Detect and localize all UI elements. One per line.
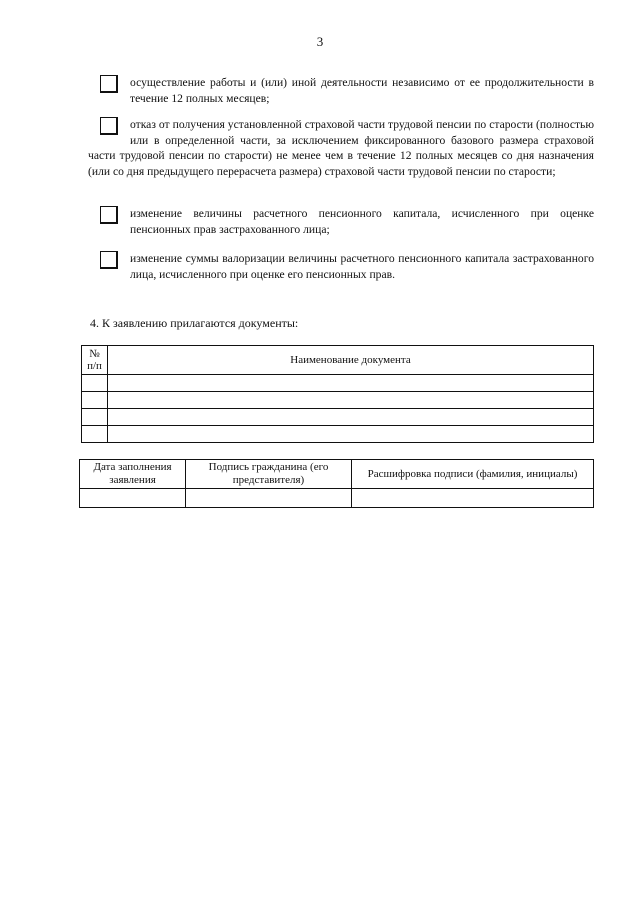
option-capital-change bbox=[88, 206, 594, 237]
option-text: изменение величины расчетного пенсионного капитала, исчисленного при оценке пенсионных прав застрахованного лица; bbox=[130, 207, 594, 236]
documents-table bbox=[81, 345, 594, 443]
column-header-signature-decoding: Расшифровка подписи (фамилия, инициалы) bbox=[352, 460, 594, 489]
option-text: отказ от получения установленной страховой части трудовой пенсии по старости (полностью или в определенной части, за исключением фиксированного базового размера страховой части трудовой пенсии по старости) не менее чем в течение 12 полных месяцев со дня назначения (или со дня предыдущего перерасчета размера) страховой части трудовой пенсии по старости; bbox=[88, 118, 594, 178]
cell-fill-date[interactable] bbox=[80, 489, 186, 508]
page-number: 3 bbox=[316, 34, 324, 49]
cell-document-name[interactable] bbox=[108, 392, 594, 409]
checkbox-capital-change[interactable] bbox=[100, 206, 118, 224]
column-header-document-name: Наименование документа bbox=[108, 346, 594, 375]
cell-number[interactable] bbox=[82, 409, 108, 426]
table-header-row bbox=[82, 346, 594, 375]
cell-number[interactable] bbox=[82, 375, 108, 392]
table-row bbox=[82, 375, 594, 392]
option-text: осуществление работы и (или) иной деятельности независимо от ее продолжительности в течение 12 полных месяцев; bbox=[130, 76, 594, 105]
table-header-row bbox=[80, 460, 594, 489]
checkbox-valorization-change[interactable] bbox=[100, 251, 118, 269]
option-valorization-change bbox=[88, 251, 594, 282]
column-header-signature: Подпись гражданина (его представителя) bbox=[186, 460, 352, 489]
option-work-continuation bbox=[88, 75, 594, 106]
cell-signature[interactable] bbox=[186, 489, 352, 508]
table-row bbox=[82, 426, 594, 443]
table-row bbox=[82, 409, 594, 426]
option-text: изменение суммы валоризации величины расчетного пенсионного капитала застрахованного лица, исчисленного при оценке его пенсионных прав. bbox=[130, 252, 594, 281]
signature-table bbox=[79, 459, 594, 508]
option-pension-refusal bbox=[88, 117, 594, 179]
cell-document-name[interactable] bbox=[108, 409, 594, 426]
documents-section-title: 4. К заявлению прилагаются документы: bbox=[90, 316, 299, 330]
table-row bbox=[80, 489, 594, 508]
column-header-number: № п/п bbox=[82, 346, 108, 375]
cell-number[interactable] bbox=[82, 392, 108, 409]
checkbox-pension-refusal[interactable] bbox=[100, 117, 118, 135]
column-header-fill-date: Дата заполнения заявления bbox=[80, 460, 186, 489]
cell-document-name[interactable] bbox=[108, 375, 594, 392]
cell-signature-decoding[interactable] bbox=[352, 489, 594, 508]
checkbox-work-continuation[interactable] bbox=[100, 75, 118, 93]
cell-document-name[interactable] bbox=[108, 426, 594, 443]
cell-number[interactable] bbox=[82, 426, 108, 443]
table-row bbox=[82, 392, 594, 409]
